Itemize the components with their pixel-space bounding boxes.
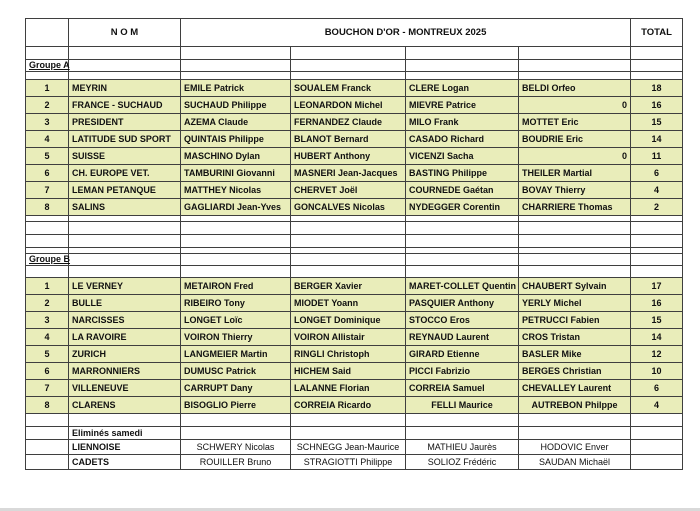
cell-number: 8 bbox=[26, 199, 69, 216]
cell-player: AZEMA Claude bbox=[181, 114, 291, 131]
cell-number: 4 bbox=[26, 329, 69, 346]
table-row bbox=[26, 97, 683, 114]
empty-cell bbox=[406, 60, 519, 72]
table-row bbox=[26, 312, 683, 329]
cell-number: 2 bbox=[26, 295, 69, 312]
cell-number bbox=[26, 440, 69, 455]
cell-player: SCHNEGG Jean-Maurice bbox=[291, 440, 406, 455]
empty-cell bbox=[291, 60, 406, 72]
empty-cell bbox=[69, 47, 181, 60]
empty-cell bbox=[69, 235, 181, 248]
cell-total: 15 bbox=[631, 114, 683, 131]
empty-cell bbox=[291, 427, 406, 440]
cell-number: 3 bbox=[26, 312, 69, 329]
empty-cell bbox=[291, 266, 406, 278]
cell-player: NYDEGGER Corentin bbox=[406, 199, 519, 216]
cell-total: 12 bbox=[631, 346, 683, 363]
cell-player: 0 bbox=[519, 97, 631, 114]
cell-number: 1 bbox=[26, 278, 69, 295]
empty-cell bbox=[291, 47, 406, 60]
table-row bbox=[26, 165, 683, 182]
empty-cell bbox=[181, 427, 291, 440]
empty-cell bbox=[519, 47, 631, 60]
table-row bbox=[26, 346, 683, 363]
empty-cell bbox=[181, 72, 291, 80]
table-row bbox=[26, 278, 683, 295]
cell-player: CHARRIERE Thomas bbox=[519, 199, 631, 216]
cell-number: 7 bbox=[26, 380, 69, 397]
cell-player: FERNANDEZ Claude bbox=[291, 114, 406, 131]
cell-player: PICCI Fabrizio bbox=[406, 363, 519, 380]
cell-total: 10 bbox=[631, 363, 683, 380]
empty-cell bbox=[519, 235, 631, 248]
empty-cell bbox=[181, 235, 291, 248]
cell-number: 5 bbox=[26, 148, 69, 165]
empty-cell bbox=[69, 414, 181, 427]
cell-player: FELLI Maurice bbox=[406, 397, 519, 414]
cell-total bbox=[631, 455, 683, 470]
cell-club: VILLENEUVE bbox=[69, 380, 181, 397]
cell-player: QUINTAIS Philippe bbox=[181, 131, 291, 148]
cell-player: LONGET Dominique bbox=[291, 312, 406, 329]
cell-player: CHEVALLEY Laurent bbox=[519, 380, 631, 397]
cell-total: 16 bbox=[631, 295, 683, 312]
group-b-label: Groupe B bbox=[26, 254, 69, 266]
empty-cell bbox=[406, 235, 519, 248]
empty-cell bbox=[181, 414, 291, 427]
cell-player: BELDI Orfeo bbox=[519, 80, 631, 97]
empty-cell bbox=[181, 47, 291, 60]
empty-cell bbox=[26, 222, 69, 235]
cell-club: PRESIDENT bbox=[69, 114, 181, 131]
cell-club: NARCISSES bbox=[69, 312, 181, 329]
cell-player: VOIRON Allistair bbox=[291, 329, 406, 346]
cell-total: 6 bbox=[631, 380, 683, 397]
empty-cell bbox=[26, 235, 69, 248]
cell-club: LEMAN PETANQUE bbox=[69, 182, 181, 199]
cell-total: 15 bbox=[631, 312, 683, 329]
table-row bbox=[26, 440, 683, 455]
empty-cell bbox=[406, 47, 519, 60]
empty-cell bbox=[631, 266, 683, 278]
header-row bbox=[26, 19, 683, 47]
cell-player: BASLER Mike bbox=[519, 346, 631, 363]
cell-player: DUMUSC Patrick bbox=[181, 363, 291, 380]
cell-player: CHERVET Joël bbox=[291, 182, 406, 199]
cell-number: 4 bbox=[26, 131, 69, 148]
cell-player: LONGET Loïc bbox=[181, 312, 291, 329]
empty-cell bbox=[406, 222, 519, 235]
empty-cell bbox=[631, 60, 683, 72]
cell-total: 6 bbox=[631, 165, 683, 182]
cell-player: REYNAUD Laurent bbox=[406, 329, 519, 346]
cell-player: BOUDRIE Eric bbox=[519, 131, 631, 148]
page-title: BOUCHON D'OR - MONTREUX 2025 bbox=[181, 19, 631, 47]
empty-cell bbox=[519, 254, 631, 266]
cell-player: GONCALVES Nicolas bbox=[291, 199, 406, 216]
cell-player: LEONARDON Michel bbox=[291, 97, 406, 114]
total-column-header: TOTAL bbox=[631, 19, 683, 47]
cell-number: 7 bbox=[26, 182, 69, 199]
empty-cell bbox=[406, 427, 519, 440]
cell-total: 14 bbox=[631, 329, 683, 346]
cell-total: 14 bbox=[631, 131, 683, 148]
cell-number: 5 bbox=[26, 346, 69, 363]
empty-cell bbox=[291, 254, 406, 266]
table-row bbox=[26, 199, 683, 216]
cell-player: PASQUIER Anthony bbox=[406, 295, 519, 312]
table-row bbox=[26, 182, 683, 199]
empty-cell bbox=[406, 414, 519, 427]
empty-cell bbox=[69, 222, 181, 235]
table-row bbox=[26, 380, 683, 397]
cell-club: SUISSE bbox=[69, 148, 181, 165]
empty-cell bbox=[181, 60, 291, 72]
cell-total: 16 bbox=[631, 97, 683, 114]
cell-player: ROUILLER Bruno bbox=[181, 455, 291, 470]
cell-player: SUCHAUD Philippe bbox=[181, 97, 291, 114]
cell-player: CASADO Richard bbox=[406, 131, 519, 148]
cell-club: CADETS bbox=[69, 455, 181, 470]
cell-player: CLERE Logan bbox=[406, 80, 519, 97]
cell-player: BERGES Christian bbox=[519, 363, 631, 380]
empty-cell bbox=[631, 427, 683, 440]
cell-total: 4 bbox=[631, 182, 683, 199]
empty-cell bbox=[519, 266, 631, 278]
empty-cell bbox=[519, 427, 631, 440]
cell-player: EMILE Patrick bbox=[181, 80, 291, 97]
table-row bbox=[26, 363, 683, 380]
cell-player: STOCCO Eros bbox=[406, 312, 519, 329]
cell-total bbox=[631, 440, 683, 455]
cell-player: MOTTET Eric bbox=[519, 114, 631, 131]
table-row bbox=[26, 295, 683, 312]
eliminated-rows bbox=[26, 440, 683, 470]
cell-number: 6 bbox=[26, 363, 69, 380]
table-row bbox=[26, 131, 683, 148]
group-a-rows bbox=[26, 80, 683, 216]
tournament-table bbox=[25, 18, 683, 470]
cell-player: HODOVIC Enver bbox=[519, 440, 631, 455]
cell-total: 18 bbox=[631, 80, 683, 97]
cell-player: CORREIA Samuel bbox=[406, 380, 519, 397]
empty-cell bbox=[69, 72, 181, 80]
cell-player: RIBEIRO Tony bbox=[181, 295, 291, 312]
cell-total: 17 bbox=[631, 278, 683, 295]
empty-cell bbox=[69, 254, 181, 266]
group-b-label-row bbox=[26, 254, 683, 266]
cell-player: BERGER Xavier bbox=[291, 278, 406, 295]
cell-player: METAIRON Fred bbox=[181, 278, 291, 295]
cell-player: HICHEM Said bbox=[291, 363, 406, 380]
cell-player: SCHWERY Nicolas bbox=[181, 440, 291, 455]
cell-player: MARET-COLLET Quentin bbox=[406, 278, 519, 295]
cell-number: 1 bbox=[26, 80, 69, 97]
cell-player: MATTHEY Nicolas bbox=[181, 182, 291, 199]
cell-player: MIEVRE Patrice bbox=[406, 97, 519, 114]
eliminated-label: Eliminés samedi bbox=[69, 427, 181, 440]
cell-player: RINGLI Christoph bbox=[291, 346, 406, 363]
empty-cell bbox=[26, 19, 69, 47]
cell-player: STRAGIOTTI Philippe bbox=[291, 455, 406, 470]
cell-total: 2 bbox=[631, 199, 683, 216]
cell-player: SOLIOZ Frédéric bbox=[406, 455, 519, 470]
cell-player: BISOGLIO Pierre bbox=[181, 397, 291, 414]
cell-club: ZURICH bbox=[69, 346, 181, 363]
empty-cell bbox=[26, 427, 69, 440]
empty-cell bbox=[519, 222, 631, 235]
cell-player: YERLY Michel bbox=[519, 295, 631, 312]
cell-player: SOUALEM Franck bbox=[291, 80, 406, 97]
table-row bbox=[26, 397, 683, 414]
cell-number: 3 bbox=[26, 114, 69, 131]
cell-player: SAUDAN Michaël bbox=[519, 455, 631, 470]
empty-cell bbox=[406, 254, 519, 266]
cell-number: 2 bbox=[26, 97, 69, 114]
cell-player: MATHIEU Jaurès bbox=[406, 440, 519, 455]
empty-cell bbox=[631, 235, 683, 248]
cell-number: 6 bbox=[26, 165, 69, 182]
nom-column-header: N O M bbox=[69, 19, 181, 47]
cell-player: LANGMEIER Martin bbox=[181, 346, 291, 363]
cell-player: BLANOT Bernard bbox=[291, 131, 406, 148]
cell-player: THEILER Martial bbox=[519, 165, 631, 182]
cell-player: VICENZI Sacha bbox=[406, 148, 519, 165]
empty-cell bbox=[631, 254, 683, 266]
table-row bbox=[26, 148, 683, 165]
empty-cell bbox=[291, 222, 406, 235]
cell-club: BULLE bbox=[69, 295, 181, 312]
empty-cell bbox=[69, 60, 181, 72]
cell-club: CLARENS bbox=[69, 397, 181, 414]
empty-cell bbox=[631, 72, 683, 80]
empty-cell bbox=[631, 47, 683, 60]
cell-total: 4 bbox=[631, 397, 683, 414]
empty-cell bbox=[26, 266, 69, 278]
cell-club: CH. EUROPE VET. bbox=[69, 165, 181, 182]
cell-player: GAGLIARDI Jean-Yves bbox=[181, 199, 291, 216]
cell-player: MASCHINO Dylan bbox=[181, 148, 291, 165]
cell-number: 8 bbox=[26, 397, 69, 414]
cell-player: 0 bbox=[519, 148, 631, 165]
empty-cell bbox=[26, 414, 69, 427]
cell-player: CROS Tristan bbox=[519, 329, 631, 346]
empty-cell bbox=[181, 266, 291, 278]
table-row bbox=[26, 114, 683, 131]
table-row bbox=[26, 329, 683, 346]
cell-player: LALANNE Florian bbox=[291, 380, 406, 397]
empty-cell bbox=[181, 254, 291, 266]
empty-cell bbox=[26, 72, 69, 80]
cell-total: 11 bbox=[631, 148, 683, 165]
table-row bbox=[26, 80, 683, 97]
table-row bbox=[26, 455, 683, 470]
cell-club: LATITUDE SUD SPORT bbox=[69, 131, 181, 148]
empty-cell bbox=[291, 72, 406, 80]
cell-player: HUBERT Anthony bbox=[291, 148, 406, 165]
cell-player: BASTING Philippe bbox=[406, 165, 519, 182]
cell-player: GIRARD Etienne bbox=[406, 346, 519, 363]
cell-player: CORREIA Ricardo bbox=[291, 397, 406, 414]
cell-player: MIODET Yoann bbox=[291, 295, 406, 312]
empty-cell bbox=[291, 235, 406, 248]
cell-club: MARRONNIERS bbox=[69, 363, 181, 380]
cell-player: TAMBURINI Giovanni bbox=[181, 165, 291, 182]
group-a-label: Groupe A bbox=[26, 60, 69, 72]
empty-cell bbox=[26, 47, 69, 60]
empty-cell bbox=[519, 60, 631, 72]
cell-player: CHAUBERT Sylvain bbox=[519, 278, 631, 295]
cell-club: LIENNOISE bbox=[69, 440, 181, 455]
cell-player: PETRUCCI Fabien bbox=[519, 312, 631, 329]
cell-player: VOIRON Thierry bbox=[181, 329, 291, 346]
empty-cell bbox=[406, 72, 519, 80]
empty-cell bbox=[631, 222, 683, 235]
cell-club: LE VERNEY bbox=[69, 278, 181, 295]
group-a-label-row bbox=[26, 60, 683, 72]
cell-club: FRANCE - SUCHAUD bbox=[69, 97, 181, 114]
cell-number bbox=[26, 455, 69, 470]
empty-cell bbox=[519, 414, 631, 427]
empty-cell bbox=[631, 414, 683, 427]
empty-cell bbox=[181, 222, 291, 235]
cell-player: COURNEDE Gaétan bbox=[406, 182, 519, 199]
cell-club: MEYRIN bbox=[69, 80, 181, 97]
cell-player: MASNERI Jean-Jacques bbox=[291, 165, 406, 182]
eliminated-label-row bbox=[26, 427, 683, 440]
cell-club: LA RAVOIRE bbox=[69, 329, 181, 346]
cell-player: AUTREBON Philppe bbox=[519, 397, 631, 414]
group-b-rows bbox=[26, 278, 683, 414]
empty-cell bbox=[69, 266, 181, 278]
cell-player: MILO Frank bbox=[406, 114, 519, 131]
cell-player: CARRUPT Dany bbox=[181, 380, 291, 397]
empty-cell bbox=[291, 414, 406, 427]
cell-club: SALINS bbox=[69, 199, 181, 216]
cell-player: BOVAY Thierry bbox=[519, 182, 631, 199]
empty-cell bbox=[406, 266, 519, 278]
empty-cell bbox=[519, 72, 631, 80]
